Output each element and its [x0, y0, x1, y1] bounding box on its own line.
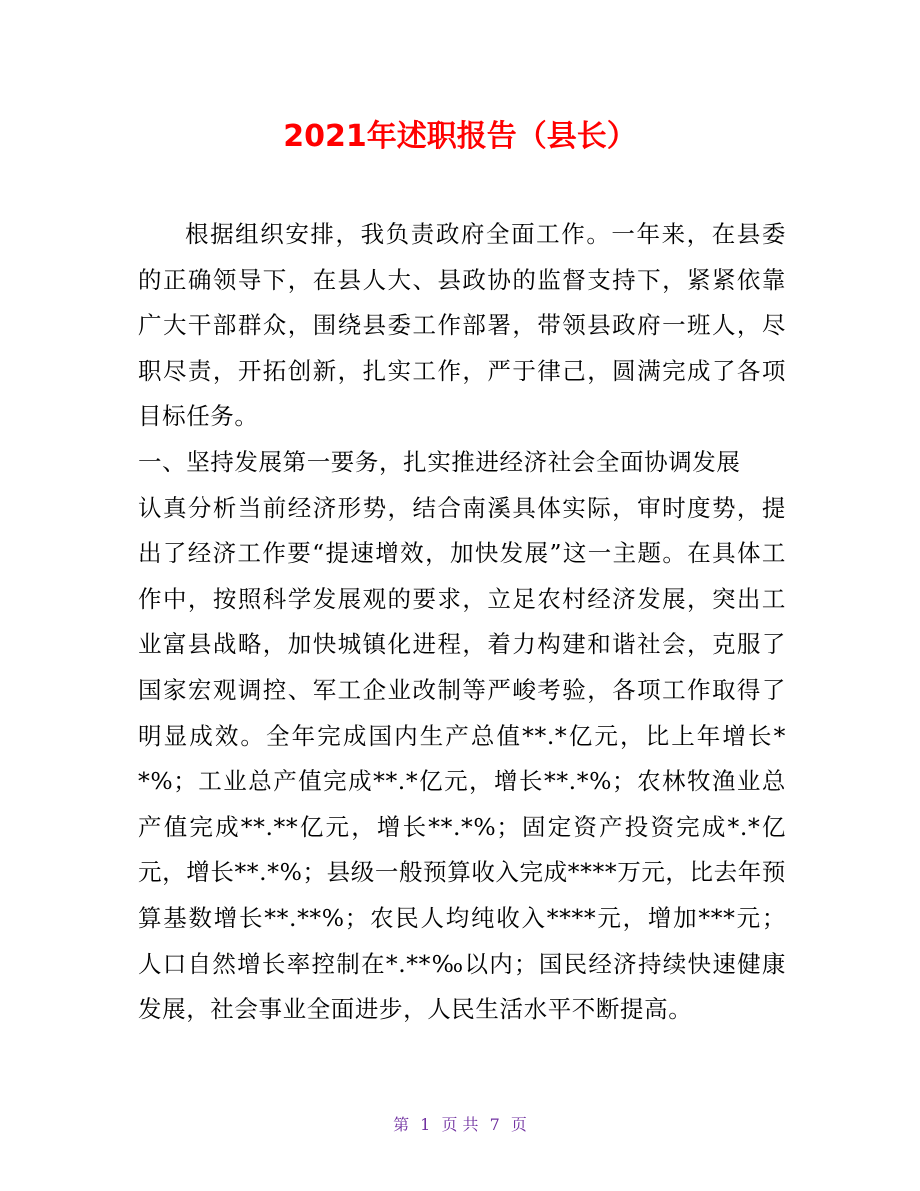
footer-middle: 页 共 [441, 1115, 479, 1134]
page-footer [0, 1113, 920, 1137]
footer-suffix: 页 [510, 1115, 527, 1134]
section-heading: 一、坚持发展第一要务，扎实推进经济社会全面协调发展 [138, 447, 741, 476]
document-title: 2021年述职报告（县长） [283, 119, 637, 154]
body-paragraph: 认真分析当前经济形势，结合南溪具体实际，审时度势，提出了经济工作要“提速增效，加快发展”这一主题。在具体工作中，按照科学发展观的要求，立足农村经济发展，突出工业富县战略，加快城镇化进程，着力构建和谐社会，克服了国家宏观调控、军工企业改制等严峻考验，各项工作取得了明显成效。全年完成国内生产总值**.*亿元，比上年增长**%；工业总产值完成**.*亿元，增长**.*%；农林牧渔业总产值完成**.**亿元，增长**.*%；固定资产投资完成*.*亿元，增长**.*%；县级一般预算收入完成****万元，比去年预算基数增长**.**%；农民人均纯收入****元，增加***元；人口自然增长率控制在*.**‰以内；国民经济持续快速健康发展，社会事业全面进步，人民生活水平不断提高。 [138, 493, 786, 1024]
intro-paragraph: 根据组织安排，我负责政府全面工作。一年来，在县委的正确领导下，在县人大、县政协的监督支持下，紧紧依靠广大干部群众，围绕县委工作部署，带领县政府一班人，尽职尽责，开拓创新，扎实工作，严于律己，圆满完成了各项目标任务。 [138, 220, 786, 431]
total-pages: 7 [489, 1115, 500, 1134]
document-body [138, 212, 786, 1033]
footer-prefix: 第 [393, 1115, 410, 1134]
page-number: 1 [420, 1115, 431, 1134]
